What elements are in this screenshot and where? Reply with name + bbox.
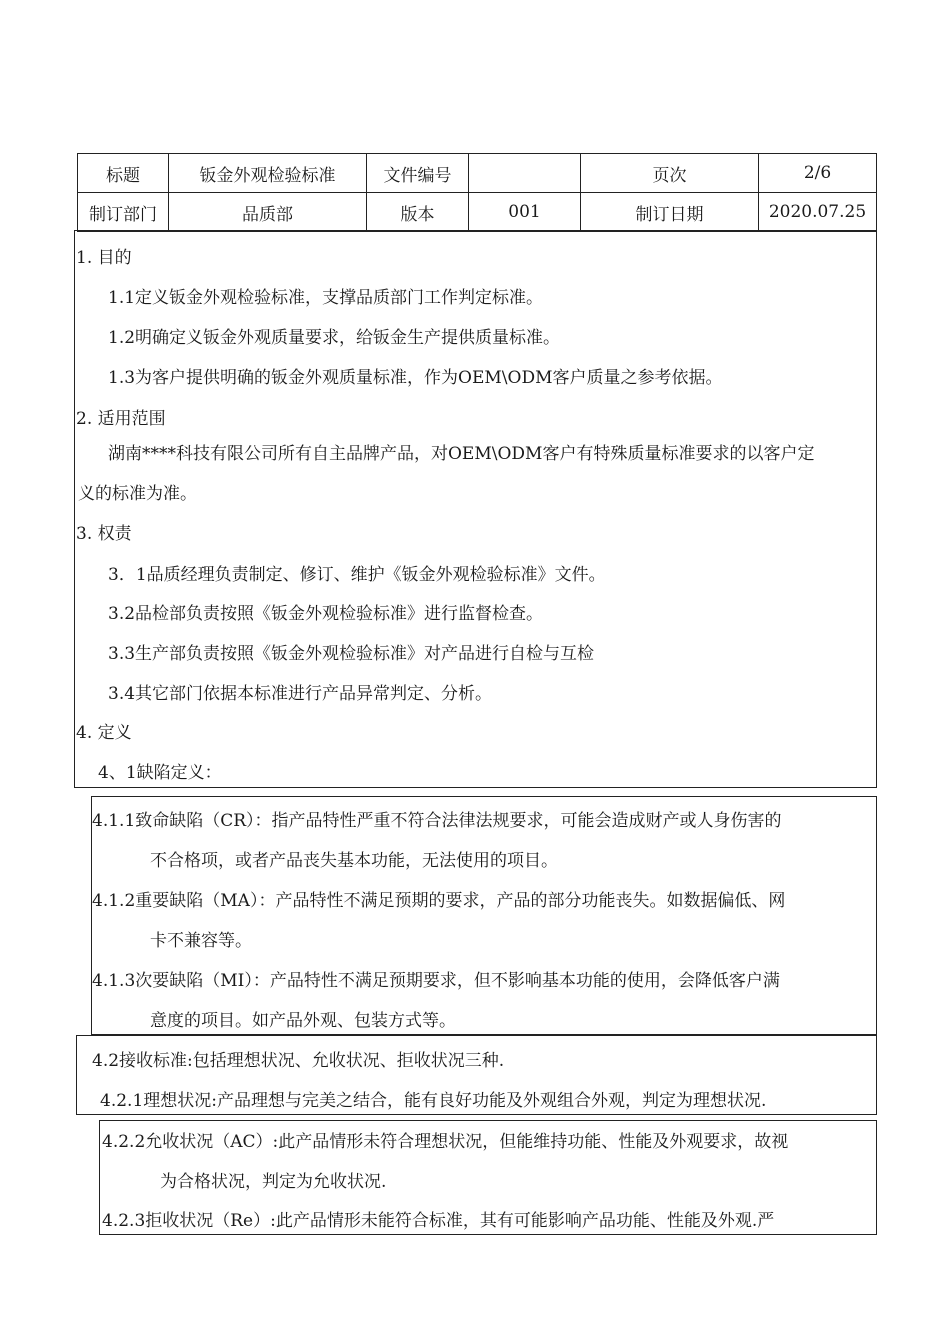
resp-item-4: 3.4其它部门依据本标准进行产品异常判定、分析。 [108, 684, 493, 704]
acceptance-ac-line-2: 为合格状况，判定为允收状况. [160, 1172, 387, 1192]
header-row-2 [78, 193, 877, 232]
scope-heading: 2. 适用范围 [76, 409, 166, 429]
page-label: 页次 [581, 154, 759, 193]
purpose-item-3: 1.3为客户提供明确的钣金外观质量标准，作为OEM\ODM客户质量之参考依据。 [108, 368, 723, 388]
defect-ma-line-2: 卡不兼容等。 [150, 931, 252, 951]
scope-line-2: 义的标准为准。 [78, 484, 197, 504]
date-label: 制订日期 [581, 193, 759, 232]
def-heading: 4. 定义 [76, 723, 132, 743]
defect-mi-line-2: 意度的项目。如产品外观、包装方式等。 [150, 1011, 456, 1031]
purpose-heading: 1. 目的 [76, 248, 132, 268]
version-value: 001 [469, 193, 581, 232]
page-value: 2/6 [759, 154, 877, 193]
docno-value [469, 154, 581, 193]
title-value: 钣金外观检验标准 [169, 154, 367, 193]
acceptance-re-line-1: 4.2.3拒收状况（Re）:此产品情形未能符合标准，其有可能影响产品功能、性能及外观.严 [102, 1211, 775, 1231]
title-label: 标题 [78, 154, 169, 193]
date-value: 2020.07.25 [759, 193, 877, 232]
dept-value: 品质部 [169, 193, 367, 232]
acceptance-intro: 4.2接收标准:包括理想状况、允收状况、拒收状况三种. [92, 1051, 505, 1071]
version-label: 版本 [367, 193, 469, 232]
defect-cr-line-1: 4.1.1致命缺陷（CR）：指产品特性严重不符合法律法规要求，可能会造成财产或人身伤害的 [92, 811, 782, 831]
acceptance-ac-line-1: 4.2.2允收状况（AC）:此产品情形未符合理想状况，但能维持功能、性能及外观要求，故视 [102, 1132, 789, 1152]
defect-ma-line-1: 4.1.2重要缺陷（MA）：产品特性不满足预期的要求，产品的部分功能丧失。如数据偏低、网 [92, 891, 786, 911]
resp-heading: 3. 权责 [76, 524, 132, 544]
purpose-item-1: 1.1定义钣金外观检验标准，支撑品质部门工作判定标准。 [108, 288, 544, 308]
purpose-item-2: 1.2明确定义钣金外观质量要求，给钣金生产提供质量标准。 [108, 328, 561, 348]
header-table [77, 153, 877, 232]
def-subheading: 4、1缺陷定义： [98, 763, 222, 783]
resp-item-2: 3.2品检部负责按照《钣金外观检验标准》进行监督检查。 [108, 604, 544, 624]
defect-mi-line-1: 4.1.3次要缺陷（MI）：产品特性不满足预期要求，但不影响基本功能的使用，会降低客户满 [92, 971, 780, 991]
resp-item-1: 3．1品质经理负责制定、修订、维护《钣金外观检验标准》文件。 [108, 565, 606, 585]
acceptance-ideal: 4.2.1理想状况:产品理想与完美之结合，能有良好功能及外观组合外观，判定为理想状况. [100, 1091, 767, 1111]
resp-item-3: 3.3生产部负责按照《钣金外观检验标准》对产品进行自检与互检 [108, 644, 595, 664]
docno-label: 文件编号 [367, 154, 469, 193]
scope-line-1: 湖南****科技有限公司所有自主品牌产品，对OEM\ODM客户有特殊质量标准要求的以客户定 [108, 444, 815, 464]
defect-cr-line-2: 不合格项，或者产品丧失基本功能，无法使用的项目。 [150, 851, 558, 871]
header-row-1 [78, 154, 877, 193]
dept-label: 制订部门 [78, 193, 169, 232]
